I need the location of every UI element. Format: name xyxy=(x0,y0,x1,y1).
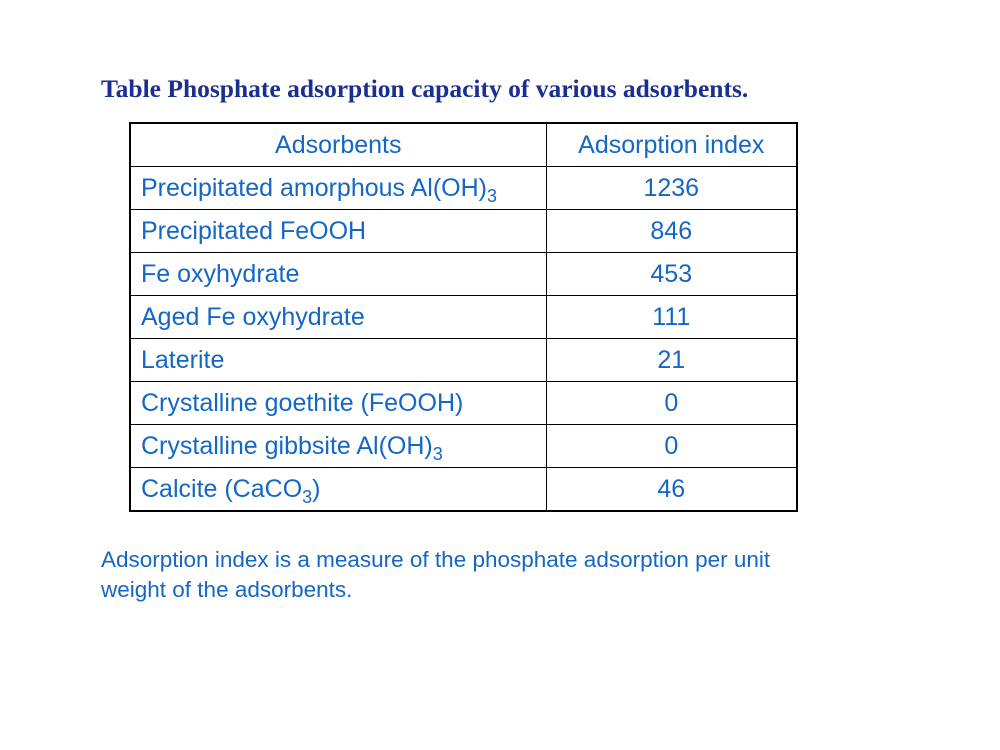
adsorbent-name-cell xyxy=(130,468,546,512)
table-header-row xyxy=(130,123,797,167)
table-row xyxy=(130,339,797,382)
adsorbent-name: Precipitated amorphous Al(OH) xyxy=(141,173,487,202)
footnote-line-2: weight of the adsorbents. xyxy=(101,577,353,602)
adsorbent-name: Precipitated FeOOH xyxy=(141,216,367,245)
adsorbent-name: Fe oxyhydrate xyxy=(141,259,300,288)
footnote xyxy=(101,545,901,605)
subscript: 3 xyxy=(302,486,313,507)
adsorbent-name-cell xyxy=(130,210,546,253)
adsorption-index-value: 0 xyxy=(546,382,797,425)
adsorbent-name-cell xyxy=(130,382,546,425)
adsorption-index-value: 1236 xyxy=(546,167,797,210)
subscript: 3 xyxy=(432,443,443,464)
adsorbent-name: Calcite (CaCO xyxy=(141,474,303,503)
adsorbent-name-cell xyxy=(130,339,546,382)
table-row xyxy=(130,296,797,339)
adsorption-index-value: 0 xyxy=(546,425,797,468)
slide-title: Table Phosphate adsorption capacity of various adsorbents. xyxy=(101,74,749,103)
adsorbent-name: Laterite xyxy=(141,345,225,374)
adsorption-index-value: 46 xyxy=(546,468,797,512)
table-row xyxy=(130,468,797,512)
adsorbent-name-cell xyxy=(130,167,546,210)
column-header-adsorbents: Adsorbents xyxy=(130,123,546,167)
adsorption-index-value: 846 xyxy=(546,210,797,253)
table-row xyxy=(130,253,797,296)
table-row xyxy=(130,425,797,468)
adsorption-index-value: 453 xyxy=(546,253,797,296)
adsorbent-name: Aged Fe oxyhydrate xyxy=(141,302,365,331)
footnote-line-1: Adsorption index is a measure of the phosphate adsorption per unit xyxy=(101,547,771,572)
table-row xyxy=(130,167,797,210)
adsorbent-name: Crystalline gibbsite Al(OH) xyxy=(141,431,433,460)
adsorbent-name: Crystalline goethite (FeOOH) xyxy=(141,388,464,417)
adsorbent-name-suffix: ) xyxy=(312,474,321,503)
adsorbent-name-cell xyxy=(130,296,546,339)
adsorption-index-value: 21 xyxy=(546,339,797,382)
subscript: 3 xyxy=(486,185,497,206)
column-header-adsorption-index: Adsorption index xyxy=(546,123,797,167)
table-row xyxy=(130,210,797,253)
table-row xyxy=(130,382,797,425)
adsorption-table xyxy=(129,122,798,512)
adsorbent-name-cell xyxy=(130,253,546,296)
adsorbent-name-cell xyxy=(130,425,546,468)
adsorption-index-value: 111 xyxy=(546,296,797,339)
